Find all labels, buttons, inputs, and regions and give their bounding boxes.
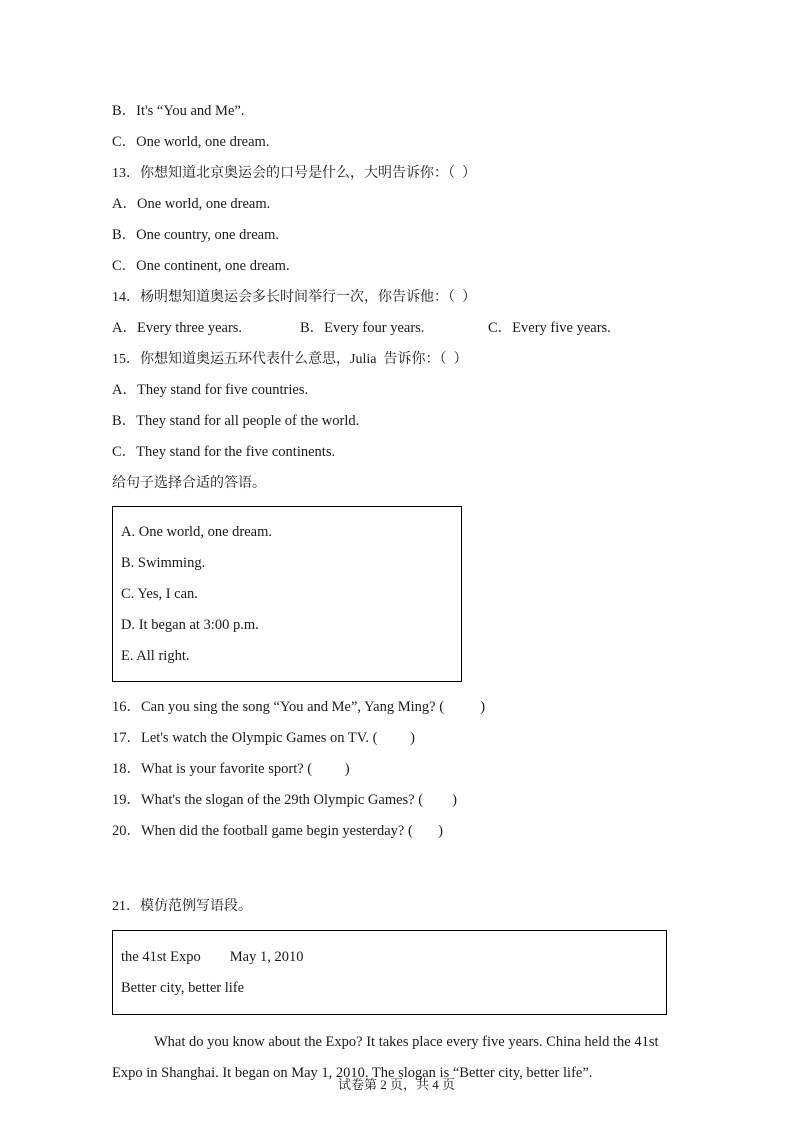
- item-number: 16．: [112, 699, 141, 715]
- option-row: [112, 127, 682, 158]
- option-row: [112, 251, 682, 282]
- option-text: One continent, one dream.: [136, 258, 290, 274]
- option-label: B．: [112, 413, 137, 429]
- answer-bank-item: A. One world, one dream.: [121, 524, 272, 540]
- inline-option-row: [112, 313, 682, 344]
- question-text: 你想知道北京奥运会的口号是什么，大明告诉你：（ ）: [140, 166, 476, 181]
- inline-option-a: [112, 313, 242, 344]
- item-number: 18．: [112, 761, 141, 777]
- matching-instruction: 给句子选择合适的答语。: [112, 476, 266, 491]
- option-text: One world, one dream.: [136, 196, 271, 212]
- matching-item-19: [112, 785, 682, 816]
- item-text: Let's watch the Olympic Games on TV. ( ): [141, 730, 415, 746]
- question-stem-13: [112, 158, 682, 189]
- item-number: 17．: [112, 730, 141, 746]
- inline-option-b: [300, 313, 424, 344]
- question-stem-15: [112, 344, 682, 375]
- matching-item-20: [112, 816, 682, 847]
- item-number: 19．: [112, 792, 141, 808]
- option-row: [112, 437, 682, 468]
- question-number: 21．: [112, 899, 140, 914]
- option-row: [112, 220, 682, 251]
- answer-bank-box: [112, 506, 462, 682]
- question-text: 你想知道奥运五环代表什么意思，Julia 告诉你：（ ）: [140, 352, 468, 367]
- option-text: They stand for all people of the world.: [136, 413, 360, 429]
- writing-model-box: [112, 930, 667, 1015]
- item-text: What is your favorite sport? ( ): [141, 761, 350, 777]
- page-content: [112, 96, 682, 1089]
- spacer: [112, 847, 682, 891]
- option-label: B．: [112, 227, 137, 243]
- model-line-slogan: Better city, better life: [121, 980, 245, 996]
- option-label: C．: [112, 134, 137, 150]
- option-label: C．: [112, 444, 137, 460]
- question-number: 14．: [112, 290, 140, 305]
- question-text: 模仿范例写语段。: [140, 899, 252, 914]
- answer-bank-item: C. Yes, I can.: [121, 586, 198, 602]
- sample-paragraph: What do you know about the Expo? It takes place every five years. China held the 41st Expo in Shanghai. It began on May 1, 2010. The slogan is “Better city, better life”.: [112, 1034, 659, 1081]
- spacer: [112, 1015, 682, 1027]
- item-text: What's the slogan of the 29th Olympic Games? ( ): [141, 792, 457, 808]
- option-text: Every five years.: [512, 320, 611, 336]
- spacer: [112, 682, 682, 692]
- page-footer: 试卷第 2 页，共 4 页: [337, 1077, 455, 1092]
- option-label: A．: [112, 382, 137, 398]
- writing-instruction: [112, 891, 682, 922]
- option-text: One country, one dream.: [136, 227, 279, 243]
- answer-bank-list: [121, 517, 461, 672]
- option-label: C．: [488, 320, 513, 336]
- item-text: When did the football game begin yesterday? ( ): [141, 823, 443, 839]
- option-text: Every three years.: [136, 320, 243, 336]
- model-line-title: the 41st Expo May 1, 2010: [121, 949, 304, 965]
- option-label: B．: [300, 320, 325, 336]
- answer-bank-item: E. All right.: [121, 648, 190, 664]
- option-text: It's “You and Me”.: [136, 103, 245, 119]
- option-text: One world, one dream.: [136, 134, 270, 150]
- option-row: [112, 96, 682, 127]
- option-label: B．: [112, 103, 137, 119]
- matching-item-17: [112, 723, 682, 754]
- question-text: 杨明想知道奥运会多长时间举行一次，你告诉他：（ ）: [140, 290, 476, 305]
- option-label: A．: [112, 320, 137, 336]
- item-text: Can you sing the song “You and Me”, Yang Ming? ( ): [141, 699, 486, 715]
- answer-bank-item: B. Swimming.: [121, 555, 206, 571]
- matching-item-16: [112, 692, 682, 723]
- question-stem-14: [112, 282, 682, 313]
- inline-option-c: [488, 313, 611, 344]
- matching-item-18: [112, 754, 682, 785]
- option-row: [112, 406, 682, 437]
- option-label: A．: [112, 196, 137, 212]
- question-number: 13．: [112, 166, 140, 181]
- option-text: Every four years.: [324, 320, 425, 336]
- option-label: C．: [112, 258, 137, 274]
- question-number: 15．: [112, 352, 140, 367]
- option-text: They stand for five countries.: [136, 382, 309, 398]
- option-row: [112, 189, 682, 220]
- option-text: They stand for the five continents.: [136, 444, 336, 460]
- option-row: [112, 375, 682, 406]
- item-number: 20．: [112, 823, 141, 839]
- answer-bank-item: D. It began at 3:00 p.m.: [121, 617, 259, 633]
